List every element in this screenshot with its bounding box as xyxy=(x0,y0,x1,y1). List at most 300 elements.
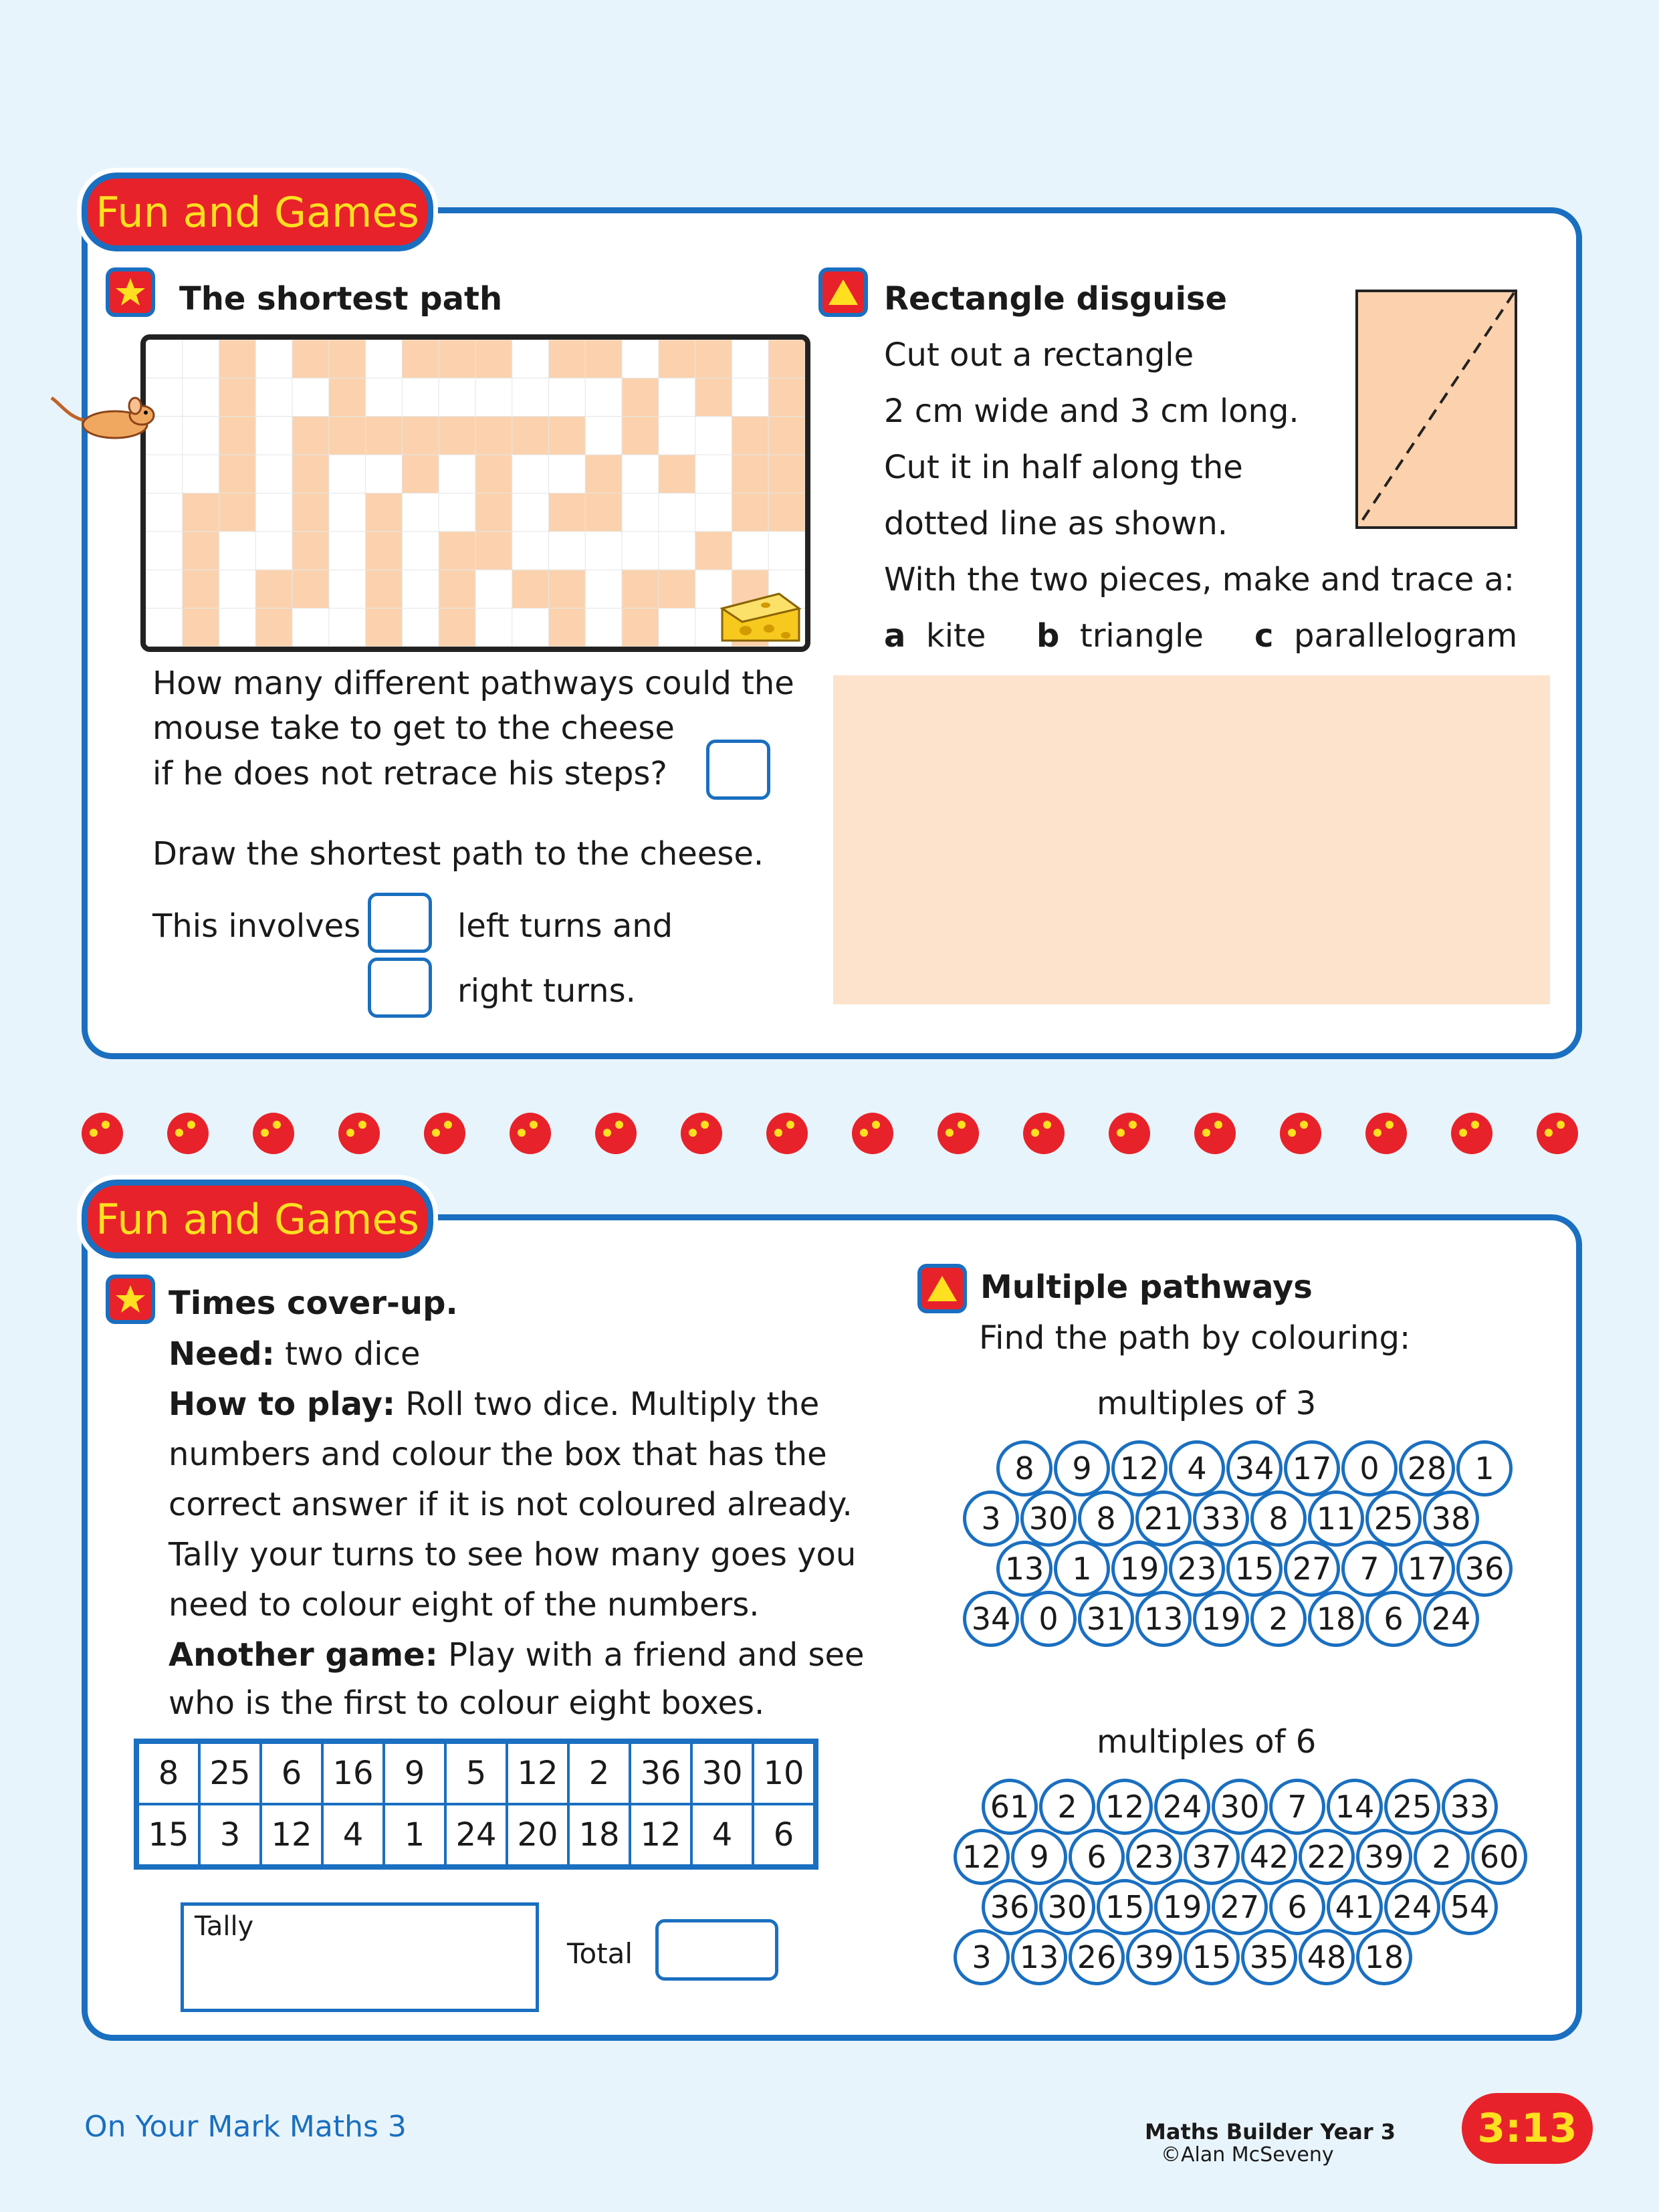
maze-cell xyxy=(622,378,659,416)
maze-cell xyxy=(512,493,549,532)
times-line-3: Tally your turns to see how many goes you xyxy=(169,1536,857,1573)
number-circle[interactable]: 6 xyxy=(1269,1879,1325,1935)
maze-cell xyxy=(768,417,805,455)
maze-cell xyxy=(512,532,549,570)
maze-cell xyxy=(659,340,695,378)
rect-line-4: dotted line as shown. xyxy=(884,505,1228,542)
maze-cell xyxy=(695,532,732,570)
number-circle[interactable]: 8 xyxy=(1078,1490,1134,1547)
maze-cell xyxy=(255,609,292,647)
grid-cell[interactable]: 6 xyxy=(261,1741,322,1804)
number-circle[interactable]: 12 xyxy=(1111,1440,1168,1497)
number-circle[interactable]: 38 xyxy=(1423,1490,1479,1547)
maze-cell xyxy=(255,417,292,455)
maze-cell xyxy=(402,493,439,532)
maze-cell xyxy=(366,417,403,455)
number-circle[interactable]: 13 xyxy=(1135,1591,1192,1647)
shortest-path-title: The shortest path xyxy=(179,280,503,318)
option-b: b triangle xyxy=(1036,617,1204,655)
maze-cell xyxy=(329,609,366,647)
number-circle[interactable]: 34 xyxy=(963,1591,1019,1647)
maze-cell xyxy=(366,455,403,493)
number-circle[interactable]: 15 xyxy=(1184,1929,1240,1985)
rect-line-3: Cut it in half along the xyxy=(884,449,1243,486)
grid-cell[interactable]: 25 xyxy=(199,1741,261,1804)
triangle-badge-2 xyxy=(917,1264,967,1313)
grid-cell[interactable]: 3 xyxy=(199,1804,261,1867)
maze-cell xyxy=(622,570,659,608)
number-circle[interactable]: 12 xyxy=(954,1829,1010,1885)
maze-cell xyxy=(292,340,329,378)
number-circle[interactable]: 31 xyxy=(1078,1591,1134,1647)
number-circle[interactable]: 26 xyxy=(1069,1929,1125,1985)
maze-cell xyxy=(549,570,586,608)
maze-cell xyxy=(183,532,219,570)
maze-cell xyxy=(585,532,622,570)
pathways-question-line-3: if he does not retrace his steps? xyxy=(152,755,667,792)
maze-cell xyxy=(219,455,256,493)
red-dot xyxy=(253,1113,294,1154)
maze-cell xyxy=(219,378,256,416)
maze-cell xyxy=(366,532,403,570)
grid-cell[interactable]: 8 xyxy=(136,1741,199,1804)
number-circle[interactable]: 7 xyxy=(1269,1779,1325,1835)
red-dot xyxy=(1023,1113,1065,1154)
red-dot xyxy=(1280,1113,1321,1154)
maze-cell xyxy=(402,455,439,493)
number-circle[interactable]: 0 xyxy=(1020,1591,1077,1647)
maze-cell xyxy=(146,493,183,532)
red-dot xyxy=(766,1113,808,1154)
multiples-of-3-label: multiples of 3 xyxy=(1097,1385,1317,1422)
number-circle[interactable]: 41 xyxy=(1327,1879,1383,1935)
maze-cell xyxy=(219,609,256,647)
maze-cell xyxy=(622,609,659,647)
maze-cell xyxy=(329,493,366,532)
maze-cell xyxy=(695,455,732,493)
number-circle[interactable]: 9 xyxy=(1011,1829,1067,1885)
number-circle[interactable]: 9 xyxy=(1054,1440,1110,1497)
maze-cell xyxy=(659,609,695,647)
maze-cell xyxy=(366,570,403,608)
grid-cell[interactable]: 10 xyxy=(753,1741,816,1804)
trace-area[interactable] xyxy=(833,675,1550,1004)
maze-cell xyxy=(402,570,439,608)
maze-cell xyxy=(768,455,805,493)
total-box[interactable] xyxy=(655,1919,778,1981)
maze-cell xyxy=(219,570,256,608)
maze-cell xyxy=(622,455,659,493)
maze-cell xyxy=(183,493,219,532)
mouse-icon xyxy=(48,391,162,445)
maze-cell xyxy=(146,570,183,608)
option-a: a kite xyxy=(884,617,986,655)
number-circle[interactable]: 14 xyxy=(1327,1779,1383,1835)
maze-cell xyxy=(183,378,219,416)
grid-cell[interactable]: 30 xyxy=(691,1741,753,1804)
maze-cell xyxy=(255,493,292,532)
number-circle[interactable]: 17 xyxy=(1399,1541,1455,1597)
maze-cell xyxy=(475,455,512,493)
maze-cell xyxy=(402,340,439,378)
red-dot xyxy=(681,1113,722,1154)
maze-cell xyxy=(732,417,768,455)
red-dot xyxy=(82,1113,123,1154)
maze-cell xyxy=(549,455,586,493)
red-dot xyxy=(1109,1113,1150,1154)
number-circle[interactable]: 11 xyxy=(1308,1490,1364,1547)
maze-cell xyxy=(183,340,219,378)
grid-cell[interactable]: 9 xyxy=(384,1741,445,1804)
page-number-badge: 3:13 xyxy=(1462,2093,1593,2164)
number-circle[interactable]: 18 xyxy=(1356,1929,1412,1985)
number-circle[interactable]: 18 xyxy=(1308,1591,1364,1647)
maze-cell xyxy=(732,532,768,570)
grid-cell[interactable]: 36 xyxy=(630,1741,691,1804)
maze-cell xyxy=(329,532,366,570)
maze-cell xyxy=(695,378,732,416)
maze-cell xyxy=(219,417,256,455)
red-dot xyxy=(1365,1113,1407,1154)
maze-cell xyxy=(549,532,586,570)
left-turns-label: left turns and xyxy=(457,907,673,945)
red-dot xyxy=(937,1113,979,1154)
maze-cell xyxy=(585,570,622,608)
maze-cell xyxy=(402,417,439,455)
maze xyxy=(140,334,810,652)
option-c: c parallelogram xyxy=(1254,617,1518,655)
maze-cell xyxy=(512,609,549,647)
number-circle[interactable]: 21 xyxy=(1135,1490,1192,1547)
maze-cell xyxy=(585,378,622,416)
rect-line-2: 2 cm wide and 3 cm long. xyxy=(884,393,1299,430)
right-turns-box[interactable] xyxy=(368,958,432,1018)
pathways-question-line-1: How many different pathways could the xyxy=(152,665,794,702)
maze-cell xyxy=(475,493,512,532)
maze-cell xyxy=(366,378,403,416)
maze-cell xyxy=(439,340,475,378)
footer-book-title: Maths Builder Year 3 xyxy=(1145,2119,1396,2144)
maze-cell xyxy=(183,455,219,493)
maze-cell xyxy=(402,532,439,570)
maze-cell xyxy=(659,455,695,493)
cheese-icon xyxy=(719,588,802,645)
maze-cell xyxy=(512,417,549,455)
maze-cell xyxy=(292,609,329,647)
maze-cell xyxy=(219,493,256,532)
maze-cell xyxy=(366,609,403,647)
grid-cell[interactable]: 16 xyxy=(322,1741,384,1804)
multiple-pathways-title: Multiple pathways xyxy=(980,1268,1313,1306)
number-circle[interactable]: 22 xyxy=(1299,1829,1355,1885)
triangle-icon xyxy=(827,278,859,307)
number-circle[interactable]: 15 xyxy=(1226,1541,1283,1597)
times-line-4: need to colour eight of the numbers. xyxy=(169,1586,760,1624)
maze-cell xyxy=(512,340,549,378)
number-circle[interactable]: 61 xyxy=(982,1779,1038,1835)
maze-cell xyxy=(695,340,732,378)
number-circle[interactable]: 19 xyxy=(1154,1879,1210,1935)
grid-cell[interactable]: 20 xyxy=(507,1804,568,1867)
number-circle[interactable]: 6 xyxy=(1365,1591,1422,1647)
maze-cell xyxy=(475,378,512,416)
times-grid-row-2 xyxy=(136,1804,816,1867)
grid-cell[interactable]: 2 xyxy=(568,1741,630,1804)
grid-cell[interactable]: 5 xyxy=(445,1741,507,1804)
number-circle[interactable]: 33 xyxy=(1193,1490,1249,1547)
red-dot xyxy=(424,1113,465,1154)
number-circle[interactable]: 27 xyxy=(1284,1541,1340,1597)
number-circle[interactable]: 17 xyxy=(1284,1440,1340,1497)
maze-cell xyxy=(255,378,292,416)
red-dot xyxy=(1451,1113,1492,1154)
maze-cell xyxy=(329,378,366,416)
number-circle[interactable]: 25 xyxy=(1365,1490,1422,1547)
grid-cell[interactable]: 4 xyxy=(691,1804,753,1867)
red-dot xyxy=(1537,1113,1578,1154)
number-circle[interactable]: 23 xyxy=(1126,1829,1182,1885)
red-dot xyxy=(510,1113,551,1154)
number-circle[interactable]: 30 xyxy=(1039,1879,1095,1935)
times-last-line: who is the first to colour eight boxes. xyxy=(169,1684,765,1722)
number-circle[interactable]: 30 xyxy=(1020,1490,1077,1547)
number-circle[interactable]: 48 xyxy=(1299,1929,1355,1985)
maze-cell xyxy=(292,417,329,455)
maze-cell xyxy=(329,417,366,455)
maze-cell xyxy=(549,493,586,532)
pathways-question-line-2: mouse take to get to the cheese xyxy=(152,709,675,747)
red-dot xyxy=(852,1113,893,1154)
maze-cell xyxy=(549,417,586,455)
maze-cell xyxy=(146,455,183,493)
grid-cell[interactable]: 15 xyxy=(136,1804,199,1867)
number-circle[interactable]: 1 xyxy=(1054,1541,1110,1597)
footer-series-title: On Your Mark Maths 3 xyxy=(84,2110,407,2144)
top-tab: Fun and Games xyxy=(82,173,433,251)
grid-cell[interactable]: 24 xyxy=(445,1804,507,1867)
number-circle[interactable]: 24 xyxy=(1423,1591,1479,1647)
times-grid xyxy=(134,1739,818,1870)
maze-cell xyxy=(695,493,732,532)
maze-cell xyxy=(183,570,219,608)
need-line: Need: two dice xyxy=(169,1335,421,1373)
number-circle[interactable]: 4 xyxy=(1169,1440,1225,1497)
grid-cell[interactable]: 6 xyxy=(753,1804,816,1867)
maze-cell xyxy=(146,609,183,647)
maze-cell xyxy=(292,570,329,608)
triangle-badge xyxy=(818,267,868,317)
number-circle[interactable]: 24 xyxy=(1384,1879,1440,1935)
number-circle[interactable]: 39 xyxy=(1126,1929,1182,1985)
maze-cell xyxy=(585,609,622,647)
maze-cell xyxy=(475,570,512,608)
maze-cell xyxy=(475,532,512,570)
maze-cell xyxy=(329,455,366,493)
number-circle[interactable]: 42 xyxy=(1241,1829,1297,1885)
maze-cell xyxy=(402,609,439,647)
tally-label: Tally xyxy=(195,1911,254,1942)
number-circle[interactable]: 13 xyxy=(1011,1929,1067,1985)
pathways-subtitle: Find the path by colouring: xyxy=(979,1319,1411,1357)
cut-rectangle-diagram xyxy=(1355,289,1518,530)
maze-cell xyxy=(622,417,659,455)
rect-line-5: With the two pieces, make and trace a: xyxy=(884,561,1515,598)
number-circle[interactable]: 8 xyxy=(996,1440,1053,1497)
number-circle[interactable]: 15 xyxy=(1097,1879,1153,1935)
times-line-2: correct answer if it is not coloured already. xyxy=(169,1486,853,1523)
maze-cell xyxy=(439,570,475,608)
involves-label: This involves xyxy=(152,907,361,945)
times-line-1: numbers and colour the box that has the xyxy=(169,1436,827,1473)
number-circle[interactable]: 2 xyxy=(1250,1591,1307,1647)
number-circle[interactable]: 60 xyxy=(1471,1829,1527,1885)
maze-cell xyxy=(439,378,475,416)
grid-cell[interactable]: 4 xyxy=(322,1804,384,1867)
maze-cell xyxy=(732,340,768,378)
maze-cell xyxy=(402,378,439,416)
grid-cell[interactable]: 18 xyxy=(568,1804,630,1867)
maze-cell xyxy=(622,340,659,378)
number-circle[interactable]: 27 xyxy=(1212,1879,1268,1935)
red-dot xyxy=(1194,1113,1236,1154)
footer-author: ©Alan McSeveny xyxy=(1161,2143,1334,2167)
number-circle[interactable]: 39 xyxy=(1356,1829,1412,1885)
maze-cell xyxy=(768,378,805,416)
number-circle[interactable]: 3 xyxy=(954,1929,1010,1985)
number-circle[interactable]: 6 xyxy=(1069,1829,1125,1885)
maze-cell xyxy=(475,609,512,647)
multiples-of-6-label: multiples of 6 xyxy=(1097,1723,1317,1761)
maze-grid xyxy=(146,340,805,647)
grid-cell[interactable]: 12 xyxy=(630,1804,691,1867)
maze-cell xyxy=(219,340,256,378)
number-circle[interactable]: 7 xyxy=(1341,1541,1398,1597)
maze-cell xyxy=(659,378,695,416)
maze-cell xyxy=(585,340,622,378)
rect-line-1: Cut out a rectangle xyxy=(884,336,1194,374)
number-circle[interactable]: 37 xyxy=(1184,1829,1240,1885)
number-circle[interactable]: 34 xyxy=(1226,1440,1283,1497)
number-circle[interactable]: 19 xyxy=(1193,1591,1249,1647)
total-label: Total xyxy=(567,1937,633,1970)
star-badge-2 xyxy=(106,1275,155,1324)
maze-cell xyxy=(622,532,659,570)
maze-cell xyxy=(512,378,549,416)
howto-line: How to play: Roll two dice. Multiply the xyxy=(169,1386,820,1423)
another-line: Another game: Play with a friend and see xyxy=(169,1636,865,1674)
triangle-icon xyxy=(926,1274,958,1303)
grid-cell[interactable]: 1 xyxy=(384,1804,445,1867)
times-title: Times cover-up. xyxy=(169,1285,458,1322)
number-circle[interactable]: 23 xyxy=(1169,1541,1225,1597)
maze-cell xyxy=(292,378,329,416)
number-circle[interactable]: 28 xyxy=(1399,1440,1455,1497)
maze-cell xyxy=(329,340,366,378)
maze-cell xyxy=(659,493,695,532)
maze-cell xyxy=(255,570,292,608)
maze-cell xyxy=(219,532,256,570)
red-dot xyxy=(595,1113,637,1154)
pathways-answer-box[interactable] xyxy=(706,740,770,800)
maze-cell xyxy=(768,340,805,378)
number-circle[interactable]: 54 xyxy=(1442,1879,1498,1935)
number-circle[interactable]: 33 xyxy=(1442,1779,1498,1835)
maze-cell xyxy=(549,609,586,647)
maze-cell xyxy=(659,532,695,570)
number-circle[interactable]: 8 xyxy=(1250,1490,1307,1547)
maze-cell xyxy=(475,340,512,378)
draw-shortest-path-text: Draw the shortest path to the cheese. xyxy=(152,835,764,873)
maze-cell xyxy=(183,609,219,647)
number-circle[interactable]: 2 xyxy=(1039,1779,1095,1835)
maze-cell xyxy=(585,417,622,455)
maze-cell xyxy=(366,340,403,378)
star-icon xyxy=(114,276,146,308)
number-circle[interactable]: 12 xyxy=(1097,1779,1153,1835)
bottom-tab: Fun and Games xyxy=(82,1180,433,1258)
maze-cell xyxy=(366,493,403,532)
number-circle[interactable]: 25 xyxy=(1384,1779,1440,1835)
star-icon xyxy=(114,1283,146,1315)
number-circle[interactable]: 0 xyxy=(1341,1440,1398,1497)
dot-divider xyxy=(0,1113,1659,1159)
number-circle[interactable]: 13 xyxy=(996,1541,1053,1597)
maze-cell xyxy=(585,493,622,532)
number-circle[interactable]: 36 xyxy=(982,1879,1038,1935)
maze-cell xyxy=(439,417,475,455)
maze-cell xyxy=(146,532,183,570)
grid-cell[interactable]: 12 xyxy=(261,1804,322,1867)
tally-box[interactable] xyxy=(181,1902,539,2012)
maze-cell xyxy=(255,340,292,378)
number-circle[interactable]: 30 xyxy=(1212,1779,1268,1835)
number-circle[interactable]: 19 xyxy=(1111,1541,1168,1597)
maze-cell xyxy=(512,455,549,493)
grid-cell[interactable]: 12 xyxy=(507,1741,568,1804)
maze-cell xyxy=(732,378,768,416)
maze-cell xyxy=(585,455,622,493)
maze-cell xyxy=(255,455,292,493)
red-dot xyxy=(338,1113,380,1154)
maze-cell xyxy=(329,570,366,608)
maze-cell xyxy=(292,532,329,570)
times-grid-row-1 xyxy=(136,1741,816,1804)
maze-cell xyxy=(622,493,659,532)
right-turns-label: right turns. xyxy=(457,972,636,1010)
star-badge xyxy=(106,267,155,317)
red-dot xyxy=(167,1113,209,1154)
number-circle[interactable]: 1 xyxy=(1456,1440,1513,1497)
maze-cell xyxy=(768,493,805,532)
number-circle[interactable]: 24 xyxy=(1154,1779,1210,1835)
maze-cell xyxy=(183,417,219,455)
number-circle[interactable]: 36 xyxy=(1456,1541,1513,1597)
maze-cell xyxy=(768,532,805,570)
number-circle[interactable]: 2 xyxy=(1414,1829,1470,1885)
maze-cell xyxy=(512,570,549,608)
maze-cell xyxy=(732,493,768,532)
maze-cell xyxy=(146,340,183,378)
maze-cell xyxy=(292,455,329,493)
maze-cell xyxy=(549,340,586,378)
left-turns-box[interactable] xyxy=(368,893,432,953)
maze-cell xyxy=(255,532,292,570)
maze-cell xyxy=(439,455,475,493)
number-circle[interactable]: 3 xyxy=(963,1490,1019,1547)
maze-cell xyxy=(439,609,475,647)
number-circle[interactable]: 35 xyxy=(1241,1929,1297,1985)
maze-cell xyxy=(475,417,512,455)
